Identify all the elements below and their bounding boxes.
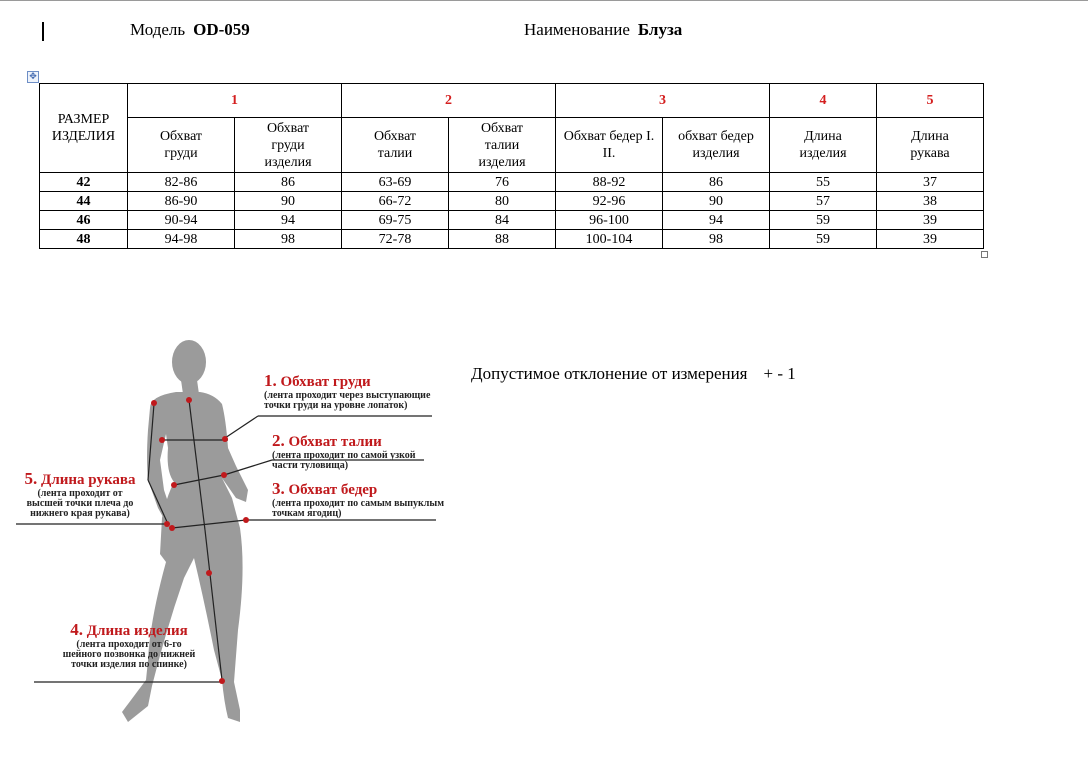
label-garment-length	[44, 621, 214, 670]
label-sleeve-length	[16, 470, 144, 519]
label-hips-desc2: точкам ягодиц)	[272, 508, 342, 519]
size-cell: 42	[40, 173, 128, 192]
table-row	[40, 230, 984, 249]
table-move-handle-icon[interactable]: ✥	[27, 71, 39, 83]
tolerance-text: Допустимое отклонение от измерения	[471, 364, 748, 383]
label-length-num: 4.	[70, 620, 83, 639]
subheader-sleeve-length: Длина рукава	[910, 129, 950, 161]
subheader-waist: Обхват талии	[373, 129, 417, 161]
value-cell: 55	[770, 173, 877, 192]
value-cell: 39	[877, 211, 984, 230]
text-cursor	[42, 22, 44, 41]
value-cell: 80	[449, 192, 556, 211]
value-cell: 63-69	[342, 173, 449, 192]
value-cell: 39	[877, 230, 984, 249]
label-length-title: Длина изделия	[86, 623, 188, 639]
size-cell: 44	[40, 192, 128, 211]
label-sleeve-title: Длина рукава	[41, 472, 136, 488]
group-header-3: 3	[556, 84, 770, 118]
label-chest-desc1: (лента проходит через выступающие	[264, 390, 431, 401]
value-cell: 86-90	[128, 192, 235, 211]
label-hips-num: 3.	[272, 479, 285, 498]
subheader-waist-garment: Обхват талии изделия	[478, 120, 526, 170]
table-row	[40, 211, 984, 230]
value-cell: 59	[770, 230, 877, 249]
subheader-cell	[556, 118, 663, 173]
label-length-desc1: (лента проходит от 6-го	[76, 639, 182, 650]
value-cell: 57	[770, 192, 877, 211]
value-cell: 90	[235, 192, 342, 211]
label-length-desc2: шейного позвонка до нижней	[62, 649, 196, 660]
value-cell: 86	[235, 173, 342, 192]
label-length-desc3: точки изделия по спинке)	[71, 659, 187, 670]
group-header-5: 5	[877, 84, 984, 118]
model-header	[130, 20, 250, 40]
value-cell: 76	[449, 173, 556, 192]
label-waist-title: Обхват талии	[288, 434, 382, 450]
value-cell: 84	[449, 211, 556, 230]
page-top-border	[0, 0, 1088, 1]
label-chest-title: Обхват груди	[280, 374, 371, 390]
size-table	[39, 83, 984, 249]
label-waist-desc2: части туловища)	[272, 460, 349, 471]
subheader-cell	[663, 118, 770, 173]
subheader-cell	[449, 118, 556, 173]
subheader-chest-garment: Обхват груди изделия	[264, 120, 312, 170]
label-waist-num: 2.	[272, 431, 285, 450]
label-hips-desc1: (лента проходит по самым выпуклым	[272, 498, 445, 509]
value-cell: 90-94	[128, 211, 235, 230]
value-cell: 90	[663, 192, 770, 211]
value-cell: 88-92	[556, 173, 663, 192]
size-header: РАЗМЕР ИЗДЕЛИЯ	[51, 112, 116, 144]
size-cell: 48	[40, 230, 128, 249]
table-resize-handle[interactable]	[981, 251, 988, 258]
subheader-garment-length: Длина изделия	[799, 129, 847, 161]
name-label: Наименование	[524, 20, 630, 39]
tolerance-note	[471, 364, 796, 384]
value-cell: 94	[235, 211, 342, 230]
label-hips-title: Обхват бедер	[288, 482, 378, 498]
subheader-hips-garment: обхват бедер изделия	[678, 129, 754, 161]
label-chest	[264, 372, 430, 411]
value-cell: 98	[235, 230, 342, 249]
measurement-figure	[0, 330, 470, 730]
model-label: Модель	[130, 20, 186, 39]
value-cell: 94	[663, 211, 770, 230]
value-cell: 94-98	[128, 230, 235, 249]
subheader-cell	[128, 118, 235, 173]
value-cell: 72-78	[342, 230, 449, 249]
label-waist-desc1: (лента проходит по самой узкой	[272, 450, 416, 461]
value-cell: 96-100	[556, 211, 663, 230]
table-row	[40, 192, 984, 211]
subheader-cell	[877, 118, 984, 173]
value-cell: 86	[663, 173, 770, 192]
label-sleeve-desc1: (лента проходит от	[37, 488, 123, 499]
subheader-hips: Обхват бедер I. II.	[563, 129, 655, 161]
value-cell: 82-86	[128, 173, 235, 192]
value-cell: 69-75	[342, 211, 449, 230]
subheader-chest: Обхват груди	[159, 129, 203, 161]
value-cell: 92-96	[556, 192, 663, 211]
label-sleeve-desc3: нижнего края рукава)	[30, 508, 130, 519]
product-name-header	[524, 20, 682, 40]
subheader-cell	[342, 118, 449, 173]
label-chest-desc2: точки груди на уровне лопаток)	[264, 400, 408, 411]
subheader-cell	[235, 118, 342, 173]
value-cell: 88	[449, 230, 556, 249]
group-header-1: 1	[128, 84, 342, 118]
value-cell: 100-104	[556, 230, 663, 249]
model-value: OD-059	[193, 20, 250, 39]
value-cell: 37	[877, 173, 984, 192]
value-cell: 59	[770, 211, 877, 230]
size-table-body	[40, 173, 984, 249]
table-row	[40, 173, 984, 192]
name-value: Блуза	[637, 20, 683, 39]
label-sleeve-desc2: высшей точки плеча до	[26, 498, 134, 509]
label-chest-num: 1.	[264, 371, 277, 390]
tolerance-value: + - 1	[763, 364, 796, 383]
value-cell: 98	[663, 230, 770, 249]
label-hips	[272, 480, 444, 519]
size-cell: 46	[40, 211, 128, 230]
value-cell: 66-72	[342, 192, 449, 211]
group-header-2: 2	[342, 84, 556, 118]
label-waist	[272, 432, 416, 471]
group-header-4: 4	[770, 84, 877, 118]
size-header-cell	[40, 84, 128, 173]
subheader-cell	[770, 118, 877, 173]
value-cell: 38	[877, 192, 984, 211]
label-sleeve-num: 5.	[24, 469, 38, 488]
